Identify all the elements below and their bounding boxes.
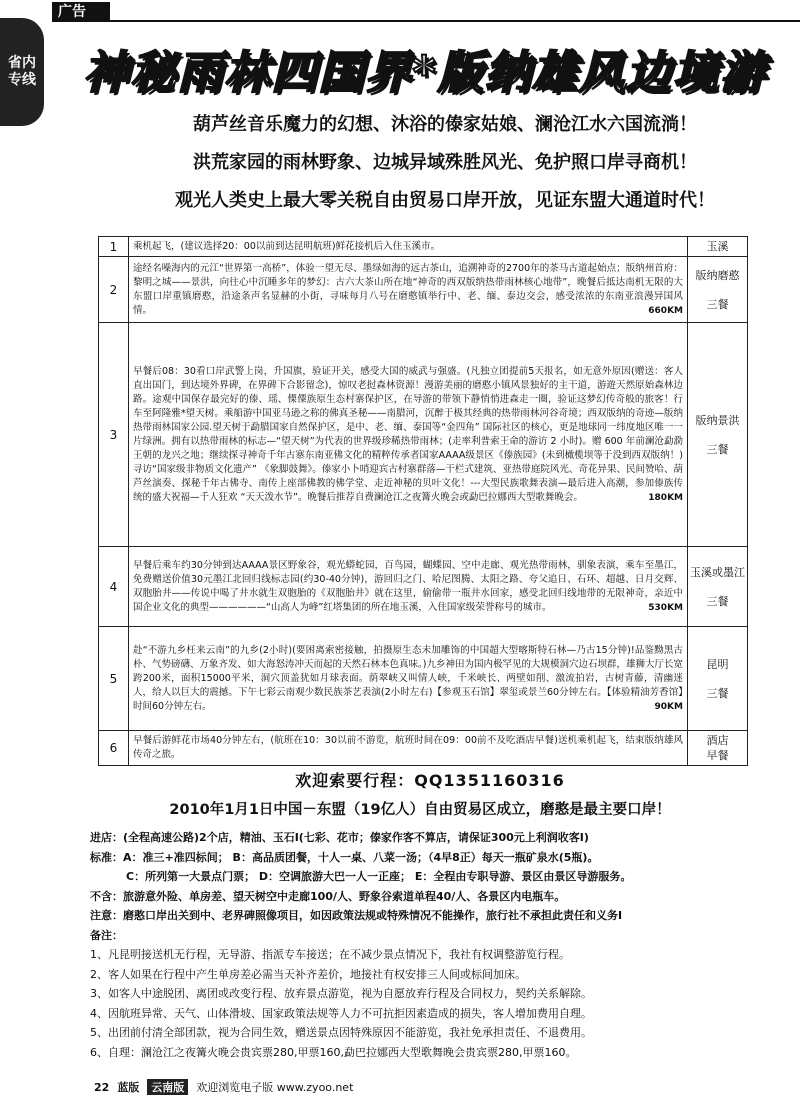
footer-website[interactable]: 欢迎浏览电子版 www.zyoo.net xyxy=(196,1081,354,1094)
day-lodging xyxy=(688,257,748,323)
page-number: 22 xyxy=(94,1080,110,1094)
lodging-place: 昆明 xyxy=(706,657,729,671)
trade-zone-banner: 2010年1月1日中国－东盟（19亿人）自由贸易区成立，磨憨是最主要口岸！ xyxy=(169,802,671,818)
day-description xyxy=(129,627,688,731)
day-lodging xyxy=(688,237,748,257)
day-description xyxy=(129,237,688,257)
remark-item: 6、自理：澜沧江之夜篝火晚会贵宾票280,甲票160,勐巴拉娜西大型歌舞晚会贵宾票280,甲票160。 xyxy=(90,1045,577,1059)
itinerary-row xyxy=(99,257,748,323)
day-number: 1 xyxy=(99,237,129,257)
day-text: 赴“不游九乡枉来云南”的九乡(2小时)(要困离索密接触，拍摄原生态未加雕饰的中国超大型喀斯特石林—乃古15分钟)!品鉴黝黑古朴、气势磅礴、万象齐发、如大海怒涛冲天而起的天然石林本色真味。)九乡神田为国内极罕见的大规模洞穴边石坝群，雄狮大厅长宽跨200米，面积15000平米，洞穴顶盖犹如月球表面。荫翠峡又叫情人峡，千米峡长、两壁如削、激流拍岩，古树青藤，清幽迷人，给人以巨大的震撼。下午七彩云南观少数民族茶艺表演(2小时左右)【参观玉石馆】翠玺或景兰60分钟左右。【体验精油芳香馆】时间60分钟左右。 xyxy=(133,644,683,712)
distance-km: 90KM xyxy=(654,701,683,712)
day-lodging xyxy=(688,323,748,547)
terms-text: 旅游意外险、单房差、望天树空中走廊100/人、野象谷索道单程40/人、各景区内电瓶车。 xyxy=(123,889,566,903)
day-number: 4 xyxy=(99,547,129,627)
day-text: 早餐后乘车约30分钟到达AAAA景区野象谷，观光蟒蛇园，百鸟园，蝴蝶园、空中走廊、观光热带雨林，驯象表演，乘车至墨江，免费赠送价值30元墨江北回归线标志园(约30-40分钟)，游回归之门、哈尼图腾、太阳之路、夸父追日、石环、超越、日月交辉、双胞胎井——传说中喝了井水就生双胞胎的《双胞胎井》就在这里，偷偷带一瓶井水回家，感受北回归线地带的无限神奇，亲近中国企业文化的典型——————“山高人为峰”红塔集团的所在地玉溪，入住国家级荣誉称号的城市。 xyxy=(133,559,683,613)
day-number: 3 xyxy=(99,323,129,547)
meal-info: 三餐 xyxy=(706,686,729,700)
edition-label: 蓝版 xyxy=(117,1081,140,1094)
itinerary-row xyxy=(99,627,748,731)
slogan-line: 洪荒家园的雨林野象、边城异域殊胜风光、免护照口岸寻商机！ xyxy=(193,152,697,173)
terms-label: 进店： xyxy=(90,831,123,844)
section-tab: 省内专线 xyxy=(0,18,44,126)
itinerary-row xyxy=(99,731,748,766)
lodging-place: 玉溪 xyxy=(706,240,729,253)
day-text: 早餐后08：30看口岸武警上岗，升国旗，验证开关，感受大国的威武与强盛。(凡独立团提前5天报名，如无意外原因(赠送：客人直出国门，到达境外界碑，在界碑下合影留念)，惊叹老挝森林资源！漫游美丽的磨憨小镇风景独好的主干道，游遊天然原始森林边路。途观中国保存最完好的傣、瑶、傈僳族原生态村寨保护区，在导游的带领下静悄悄进森走一圈，验证这梦幻传奇般的旅客！行车至阿隆雅*望天树。乘船游中国亚马逊之称的佛真圣秘——南腊河，沉醉于极其经典的热带雨林河谷奇境；西双版纳的奇迹—版纳热带雨林国家公园.望天树于勐腊国家自然保护区，是中、老、缅、泰国等“金四角” 国际社区的核心，更是地球同一纬度地区唯一一片绿洲。拥有以热带雨林的标志—“望天树”为代表的世界级珍稀热带雨林；(走率利普索王命的游访 2 小时)。赠 600 年前澜沧勐泐王朝的龙兴之地；继续探寻神奇千年古寨东南亚佛文化的精粹传承者国家AAAA级景区《傣族园》(未到橄榄坝等于没到西双版纳！)寻访“国家级非物质文化遗产” 《象脚鼓舞》。傣家小卜哨迎宾古村寨群落—干栏式建筑、亚热带庭院风光、奇花异果、民间赞哈、葫芦丝演奏、探秘千年古佛寺、南传上座部佛教的佛学堂、走近神秘的贝叶文化！---大型民族歌舞表演—最后进入高潮，参加傣族传统的盛大祝福—千人狂欢 “天天泼水节”。晚餐后推荐自费澜沧江之夜篝火晚会或勐巴拉娜西大型歌舞晚会。 xyxy=(133,365,683,503)
slogan-line: 葫芦丝音乐魔力的幻想、沐浴的傣家姑娘、澜沧江水六国流淌！ xyxy=(193,114,697,135)
day-description xyxy=(129,547,688,627)
standard-terms-cont: C：所列第一大景点门票； D：空调旅游大巴一人一正座； E：全程由专职导游、景区由景区导游服务。 xyxy=(126,870,632,883)
attention-terms xyxy=(90,906,780,926)
standard-terms xyxy=(90,848,780,868)
meal-info: 三餐 xyxy=(706,442,729,456)
day-lodging xyxy=(688,547,748,627)
day-lodging xyxy=(688,627,748,731)
remark-item: 4、因航班异常、天气、山体滑坡、国家政策法规等人力不可抗拒因素造成的损失，客人增加费用自理。 xyxy=(90,1006,592,1020)
meal-info: 三餐 xyxy=(706,594,729,608)
lodging-place: 版纳磨憨 xyxy=(695,268,740,282)
exclusion-terms xyxy=(90,887,780,907)
itinerary-row xyxy=(99,547,748,627)
shopping-terms xyxy=(90,828,780,848)
itinerary-row xyxy=(99,323,748,547)
day-lodging xyxy=(688,731,748,766)
day-number: 5 xyxy=(99,627,129,731)
day-text: 乘机起飞，(建议选择20：00以前到达昆明航班)鲜花接机后入住玉溪市。 xyxy=(133,240,441,252)
day-text: 途经名噪海内的元江“世界第一高桥”，体验一望无尽、墨绿如海的远古茶山，追溯神奇的2700年的茶马古道起始点；版纳州首府：黎明之城——景洪，向往心中沉睡多年的梦幻：古六大茶山所在地“神奇的西双版纳热带雨林核心地带”，晚餐后抵达南机无限的大东盟口岸重镇磨憨，沿途条声名显赫的小街，寻味每月八号在磨憨镇举行中、老、缅、泰边交会，感受浓浓的东南亚浪漫异国风情。 xyxy=(133,262,683,316)
ad-label: 广告 xyxy=(52,2,110,22)
contact-cta: 欢迎索要行程：QQ1351160316 xyxy=(295,771,565,790)
lodging-place: 酒店 xyxy=(706,734,729,747)
day-text: 早餐后游鲜花市场40分钟左右，(航班在10：30以前不游览，航班时间在09：00前不及吃酒店早餐)送机乘机起飞，结束版纳雄风传奇之旅。 xyxy=(133,735,683,760)
day-number: 2 xyxy=(99,257,129,323)
meal-info: 三餐 xyxy=(706,297,729,311)
remark-item: 5、出团前付清全部团款，视为合同生效，赠送景点因特殊原因不能游览，我社免承担责任、不退费用。 xyxy=(90,1026,592,1039)
day-number: 6 xyxy=(99,731,129,766)
terms-text: A：准三+准四标间； B：高品质团餐，十人一桌、八菜一汤；（4早8正）每天一瓶矿泉水(5瓶)。 xyxy=(123,850,599,864)
terms-label: 标准： xyxy=(90,850,123,864)
terms-text: 磨憨口岸出关到中、老界碑照像项目，如因政策法规或特殊情况不能操作，旅行社不承担此责任和义务I xyxy=(123,909,623,922)
distance-km: 530KM xyxy=(648,602,683,613)
slogans xyxy=(100,106,790,220)
terms-label: 不含： xyxy=(90,889,123,903)
remark-item: 2、客人如果在行程中产生单房差必需当天补齐差价，地接社有权安排三人间或标间加床。 xyxy=(90,967,526,981)
meal-info: 早餐 xyxy=(706,749,729,762)
day-description xyxy=(129,257,688,323)
lodging-place: 版纳景洪 xyxy=(695,413,740,427)
terms-label: 注意： xyxy=(90,909,123,922)
remark-item: 3、如客人中途脱团、离团或改变行程、放弃景点游览，视为自愿放弃行程及合同权力，契约关系解除。 xyxy=(90,987,592,1000)
header-rule xyxy=(110,20,800,22)
day-description xyxy=(129,731,688,766)
terms-section xyxy=(90,828,780,1062)
remarks-heading: 备注： xyxy=(90,928,123,942)
slogan-line: 观光人类史上最大零关税自由贸易口岸开放，见证东盟大通道时代！ xyxy=(175,190,715,211)
itinerary-table xyxy=(98,236,748,766)
page-title: 神秘雨林四国界*版纳雄风边境游 xyxy=(83,46,767,99)
remark-item: 1、凡昆明接送机无行程，无导游、指派专车接送；在不减少景点情况下，我社有权调整游览行程。 xyxy=(90,948,570,961)
edition-badge: 云南版 xyxy=(147,1079,188,1095)
terms-text: (全程高速公路)2个店，精油、玉石I(七彩、花市；傣家作客不算店，请保证300元上利润收客I) xyxy=(123,831,589,844)
itinerary-row xyxy=(99,237,748,257)
distance-km: 660KM xyxy=(648,305,683,316)
page-footer xyxy=(94,1078,353,1096)
distance-km: 180KM xyxy=(648,492,683,503)
day-description xyxy=(129,323,688,547)
lodging-place: 玉溪或墨江 xyxy=(690,565,745,579)
